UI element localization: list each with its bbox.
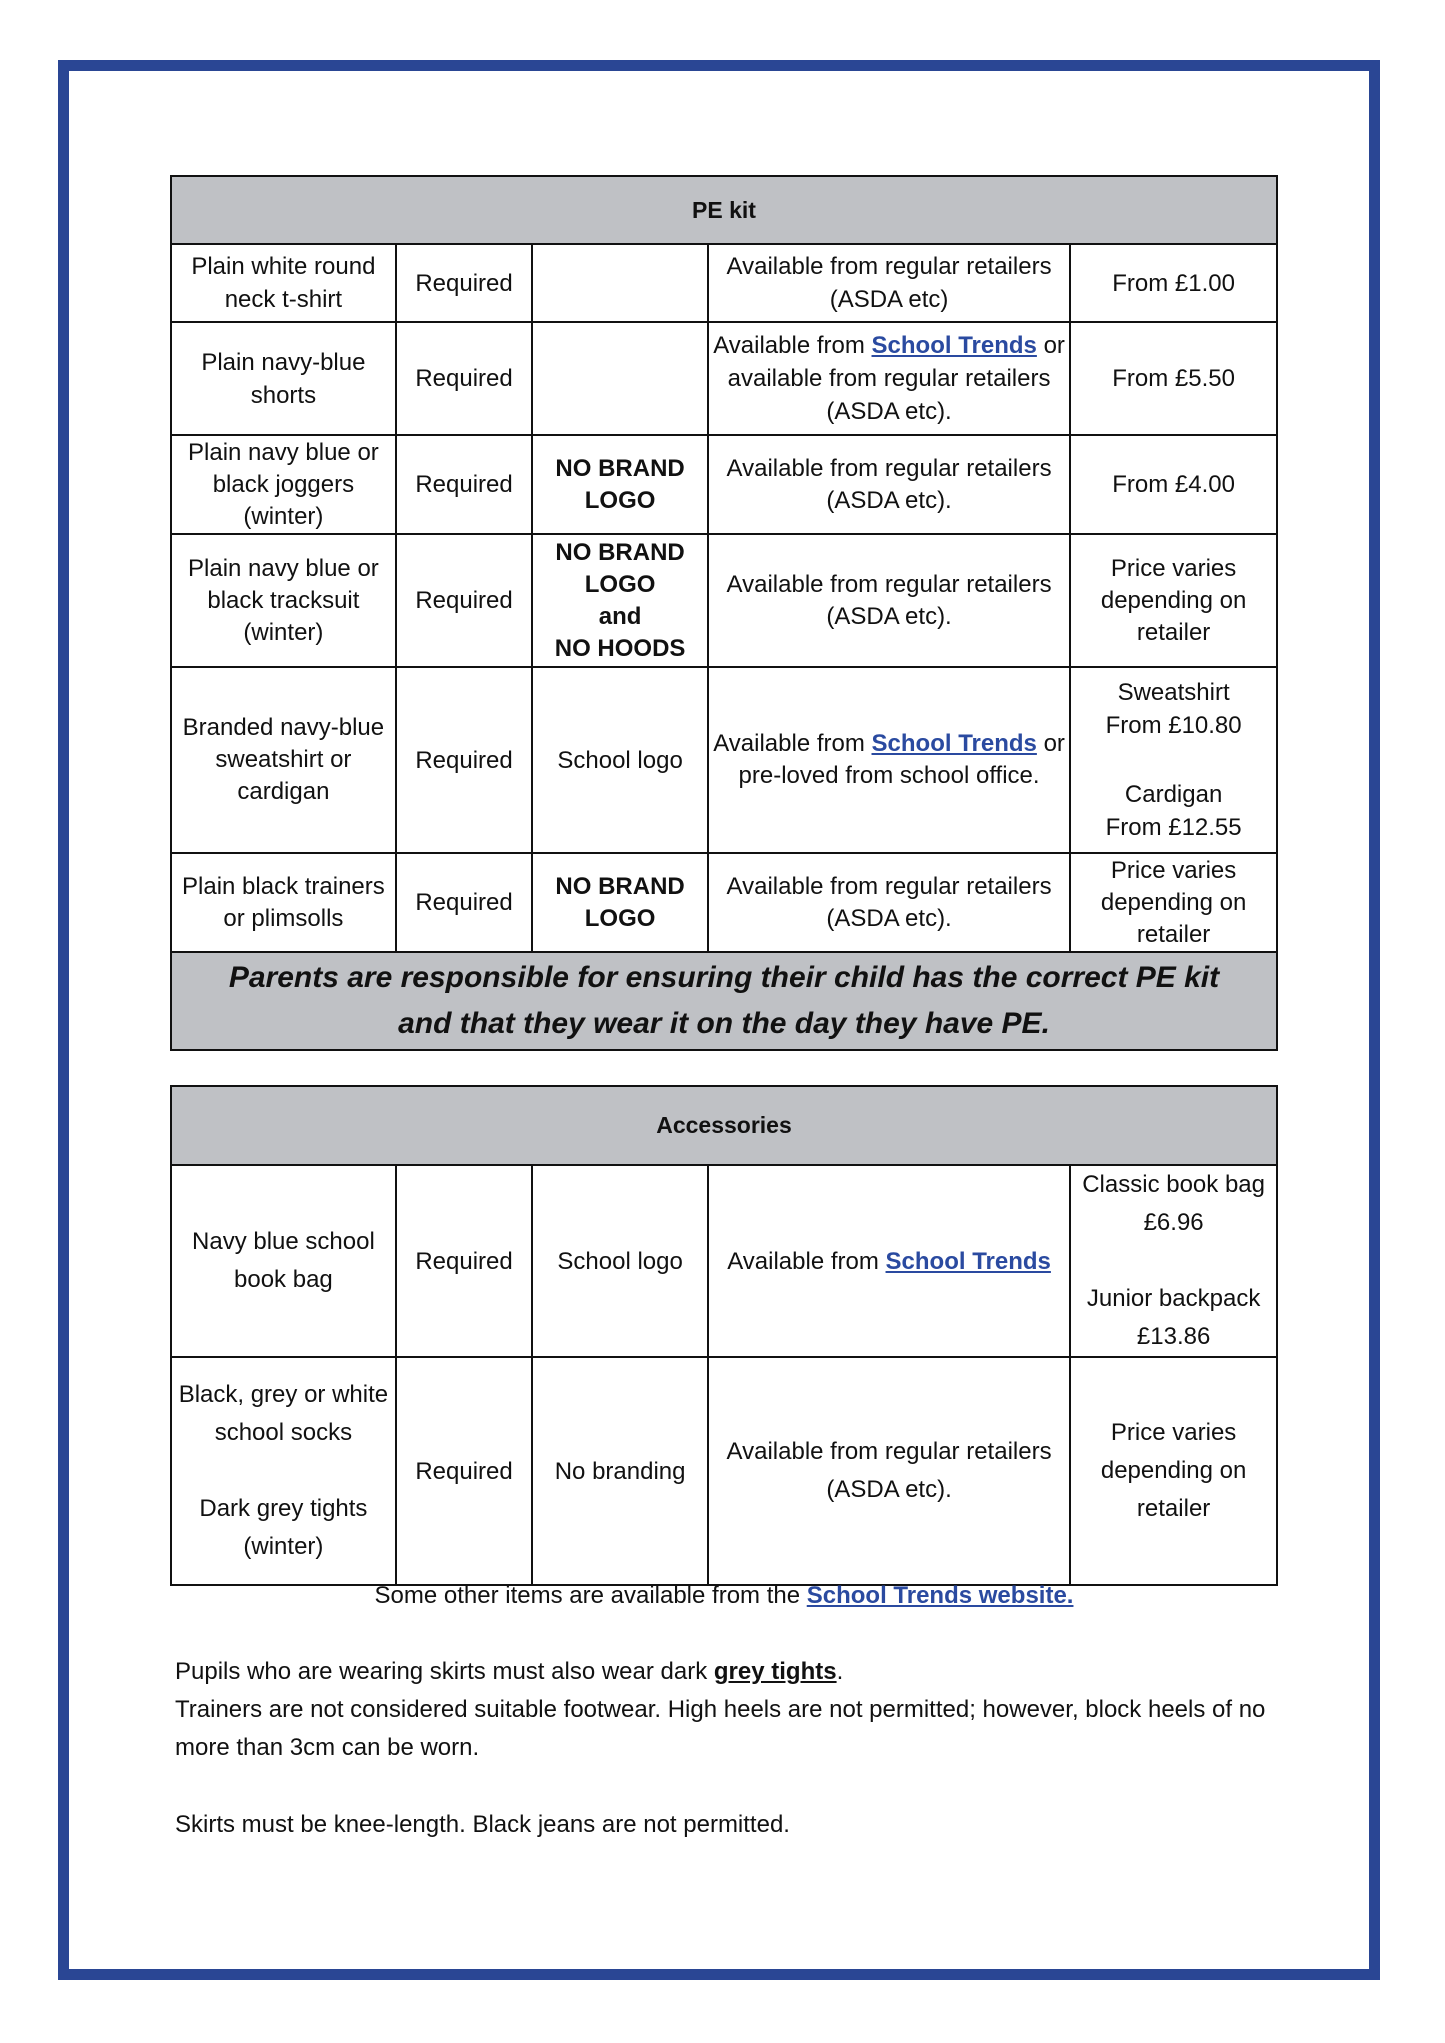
item-cell: Plain white round neck t-shirt <box>171 244 396 322</box>
status-cell: Required <box>396 1357 532 1585</box>
branding-cell: No branding <box>532 1357 708 1585</box>
price-line: From £10.80 <box>1105 712 1242 739</box>
availability-cell: Available from regular retailers (ASDA etc). <box>708 534 1070 667</box>
price-cell: Price varies depending on retailer <box>1070 534 1277 667</box>
item-cell: Navy blue school book bag <box>171 1165 396 1357</box>
status-cell: Required <box>396 1165 532 1357</box>
item-cell: Branded navy-blue sweatshirt or cardigan <box>171 667 396 853</box>
status-cell: Required <box>396 322 532 435</box>
price-line: Cardigan <box>1124 781 1223 808</box>
availability-prefix: Available from <box>713 730 865 757</box>
price-line: From £12.55 <box>1105 814 1242 841</box>
price-cell: Price varies depending on retailer <box>1070 853 1277 952</box>
skirts-rule-end: . <box>836 1658 844 1685</box>
table-row <box>171 1165 1277 1357</box>
price-cell <box>1070 1165 1277 1357</box>
table-row <box>171 667 1277 853</box>
branding-line: NO HOODS <box>554 634 686 662</box>
availability-prefix: Available from <box>713 332 865 359</box>
branding-line: NO BRAND LOGO <box>555 538 685 598</box>
price-line: £6.96 <box>1143 1209 1204 1236</box>
item-cell: Plain navy blue or black tracksuit (winter) <box>171 534 396 667</box>
table-row <box>171 1357 1277 1585</box>
pe-kit-title: PE kit <box>171 176 1277 244</box>
skirts-rule-text: Pupils who are wearing skirts must also wear dark <box>175 1658 708 1685</box>
branding-cell <box>532 534 708 667</box>
price-cell: From £5.50 <box>1070 322 1277 435</box>
availability-suffix: or available from regular retailers (ASDA etc). <box>727 332 1065 425</box>
school-trends-link[interactable]: School Trends <box>885 1247 1051 1275</box>
accessories-table <box>170 1085 1278 1586</box>
availability-cell: Available from regular retailers (ASDA etc). <box>708 853 1070 952</box>
price-line: Classic book bag <box>1082 1171 1265 1198</box>
availability-cell: Available from regular retailers (ASDA etc) <box>708 244 1070 322</box>
table-row <box>171 534 1277 667</box>
branding-cell: NO BRAND LOGO <box>532 435 708 534</box>
pe-kit-note <box>171 952 1277 1050</box>
pe-kit-table <box>170 175 1278 1051</box>
availability-cell <box>708 1165 1070 1357</box>
availability-prefix: Available from <box>727 1247 879 1275</box>
uniform-rules-paragraph <box>175 1653 1285 1767</box>
branding-cell <box>532 244 708 322</box>
status-cell: Required <box>396 435 532 534</box>
availability-cell: Available from regular retailers (ASDA etc). <box>708 1357 1070 1585</box>
branding-cell: NO BRAND LOGO <box>532 853 708 952</box>
accessories-title: Accessories <box>171 1086 1277 1165</box>
price-cell: From £1.00 <box>1070 244 1277 322</box>
price-cell: From £4.00 <box>1070 435 1277 534</box>
footer-note <box>170 1580 1278 1612</box>
status-cell: Required <box>396 534 532 667</box>
item-cell <box>171 1357 396 1585</box>
skirt-length-rule: Skirts must be knee-length. Black jeans are not permitted. <box>175 1811 790 1838</box>
school-trends-website-link[interactable]: School Trends website. <box>806 1582 1074 1609</box>
table-row <box>171 853 1277 952</box>
branding-cell: School logo <box>532 667 708 853</box>
status-cell: Required <box>396 667 532 853</box>
availability-cell <box>708 322 1070 435</box>
price-cell <box>1070 667 1277 853</box>
item-line: Dark grey tights (winter) <box>199 1495 368 1560</box>
availability-suffix: or pre-loved from school office. <box>738 730 1065 789</box>
grey-tights-emphasis: grey tights <box>713 1658 837 1685</box>
status-cell: Required <box>396 244 532 322</box>
item-line: Black, grey or white school socks <box>178 1381 389 1446</box>
status-cell: Required <box>396 853 532 952</box>
table-row <box>171 322 1277 435</box>
footer-prefix: Some other items are available from the <box>374 1582 801 1609</box>
item-cell: Plain black trainers or plimsolls <box>171 853 396 952</box>
skirts-rule <box>175 1653 1285 1691</box>
school-trends-link[interactable]: School Trends <box>871 332 1037 359</box>
branding-cell <box>532 322 708 435</box>
branding-cell: School logo <box>532 1165 708 1357</box>
branding-line: and <box>598 602 642 630</box>
note-line: Parents are responsible for ensuring their child has the correct PE kit <box>228 961 1220 994</box>
price-line: Sweatshirt <box>1117 679 1230 706</box>
table-row <box>171 435 1277 534</box>
availability-cell: Available from regular retailers (ASDA etc). <box>708 435 1070 534</box>
table-row <box>171 244 1277 322</box>
item-cell: Plain navy blue or black joggers (winter) <box>171 435 396 534</box>
price-line: Junior backpack <box>1086 1285 1261 1312</box>
note-line: and that they wear it on the day they have PE. <box>398 1007 1050 1040</box>
availability-cell <box>708 667 1070 853</box>
footwear-rule: Trainers are not considered suitable footwear. High heels are not permitted; however, block heels of no more than 3cm can be worn. <box>175 1696 1266 1761</box>
school-trends-link[interactable]: School Trends <box>871 730 1037 757</box>
price-line: £13.86 <box>1136 1323 1211 1350</box>
item-cell: Plain navy-blue shorts <box>171 322 396 435</box>
price-cell: Price varies depending on retailer <box>1070 1357 1277 1585</box>
